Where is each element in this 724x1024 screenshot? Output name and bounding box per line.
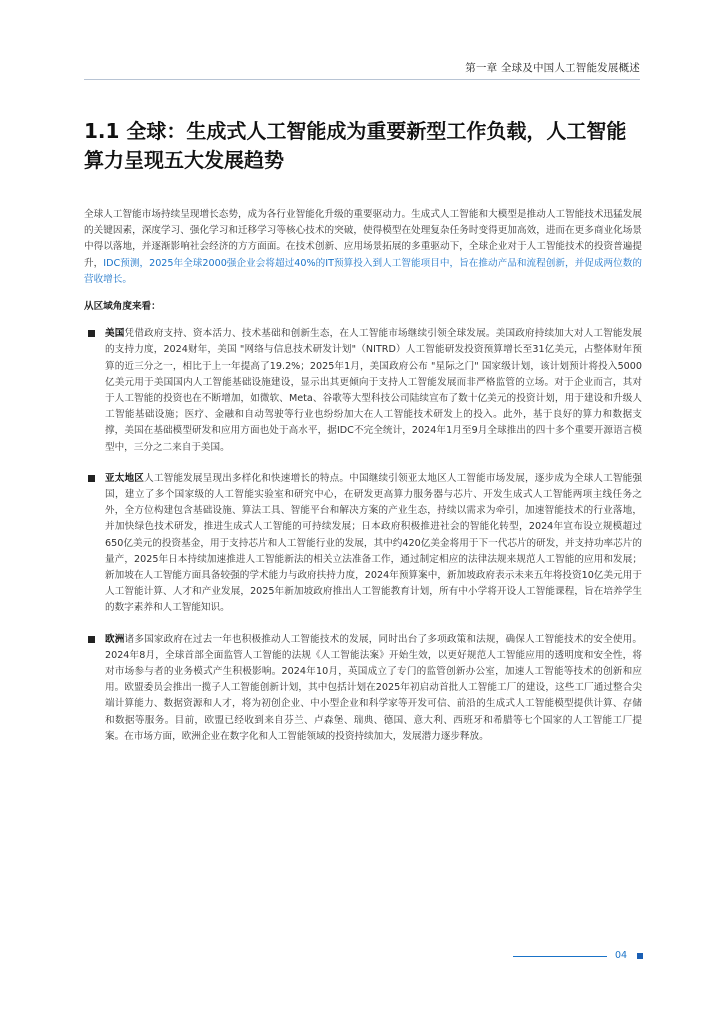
chapter-header: 第一章 全球及中国人工智能发展概述 — [465, 62, 640, 74]
intro-text: 全球人工智能市场持续呈现增长态势，成为各行业智能化升级的重要驱动力。生成式人工智能和大模型是推动人工智能技术迅猛发展的关键因素，深度学习、强化学习和迁移学习等核心技术的突破，使得模型在处理复杂任务时变得更加高效，进而在更多商业化场景中得以落地，并逐渐影响社会经济的方方面面。在技术创新、应用场景拓展的多重驱动下，全球企业对于人工智能技术的投资普遍提升， — [84, 209, 642, 269]
region-text: 诸多国家政府在过去一年也积极推动人工智能技术的发展，同时出台了多项政策和法规，确保人工智能技术的安全使用。2024年8月，全球首部全面监管人工智能的法规《人工智能法案》开始生效，以更好规范人工智能应用的透明度和安全性，将对市场参与者的业务模式产生积极影响。2024年10月，英国成立了专门的监管创新办公室，加速人工智能等技术的创新和应用。欧盟委员会推出一揽子人工智能创新计划，其中包括计划在2025年初启动首批人工智能工厂的建设，这些工厂通过整合尖端计算能力、数据资源和人才，将为初创企业、中小型企业和科学家等开发可信、前沿的生成式人工智能模型提供计算、存储和数据等服务。目前，欧盟已经收到来自芬兰、卢森堡、瑞典、德国、意大利、西班牙和希腊等七个国家的人工智能工厂提案。在市场方面，欧洲企业在数字化和人工智能领域的投资持续加大，发展潜力逐步释放。 — [105, 633, 643, 742]
bullet-square-icon — [88, 475, 95, 482]
intro-paragraph — [84, 207, 642, 288]
header-divider — [84, 79, 640, 80]
intro-highlight: IDC预测，2025年全球2000强企业会将超过40%的IT预算投入到人工智能项目中，旨在推动产品和流程创新，并促成两位数的营收增长。 — [84, 257, 643, 285]
bullet-square-icon — [88, 330, 95, 337]
main-content — [84, 207, 642, 760]
region-heading: 从区域角度来看： — [84, 301, 161, 313]
region-text: 凭借政府支持、资本活力、技术基础和创新生态，在人工智能市场继续引领全球发展。美国政府持续加大对人工智能发展的支持力度，2024财年，美国 "网络与信息技术研发计划"（NITRD）人工智能研发投资预算增长至31亿美元，占整体财年预算的近三分之一，相比于上一年提高了19.2%；2025年1月，美国政府公布 "星际之门" 国家级计划，该计划预计将投入5000亿美元用于美国国内人工智能基础设施建设，显示出其更倾向于支持人工智能发展而非严格监管的立场。对于企业而言，其对于人工智能的投资也在不断增加，如微软、Meta、谷歌等大型科技公司陆续宣布了数十亿美元的投资计划，用于建设和升级人工智能基础设施；医疗、金融和自动驾驶等行业也纷纷加大在人工智能技术研发上的投入。此外，基于良好的算力和数据支撑，美国在基础模型研发和应用方面也处于高水平，据IDC不完全统计，2024年1月至9月全球推出的四十多个重要开源语言模型中，三分之二来自于美国。 — [105, 328, 643, 453]
footer-divider — [513, 956, 607, 957]
region-item-usa — [84, 326, 642, 456]
region-name: 欧洲 — [105, 633, 125, 645]
page-number: 04 — [615, 950, 628, 961]
region-item-asia-pacific — [84, 471, 642, 617]
region-text: 人工智能发展呈现出多样化和快速增长的特点。中国继续引领亚太地区人工智能市场发展，逐步成为全球人工智能强国，建立了多个国家级的人工智能实验室和研究中心，在研发更高算力服务器与芯片、开发生成式人工智能两项主线任务之外，全方位构建包含基础设施、算法工具、智能平台和解决方案的产业生态，持续以需求为牵引，加速智能技术的行业落地，并加快绿色技术研发，推进生成式人工智能的可持续发展；日本政府积极推进社会的智能化转型，2024年宣布设立规模超过650亿美元的投资基金，用于支持芯片和人工智能行业的发展，其中约420亿美金将用于下一代芯片的研发，并支持功率芯片的量产，2025年日本持续加速推进人工智能新法的相关立法准备工作，通过制定相应的法律法规来规范人工智能的应用和发展；新加坡在人工智能方面具备较强的学术能力与政府扶持力度，2024年预算案中，新加坡政府表示未来五年将投资10亿美元用于人工智能计算、人才和产业发展，2025年新加坡政府推出人工智能教育计划，所有中小学将开设人工智能课程，旨在培养学生的数字素养和人工智能知识。 — [105, 472, 643, 614]
page-marker-square-icon — [637, 953, 643, 959]
region-item-europe — [84, 632, 642, 745]
region-name: 美国 — [105, 328, 125, 340]
bullet-square-icon — [88, 636, 95, 643]
region-name: 亚太地区 — [105, 472, 145, 484]
section-title: 1.1 全球：生成式人工智能成为重要新型工作负载，人工智能算力呈现五大发展趋势 — [84, 119, 627, 172]
